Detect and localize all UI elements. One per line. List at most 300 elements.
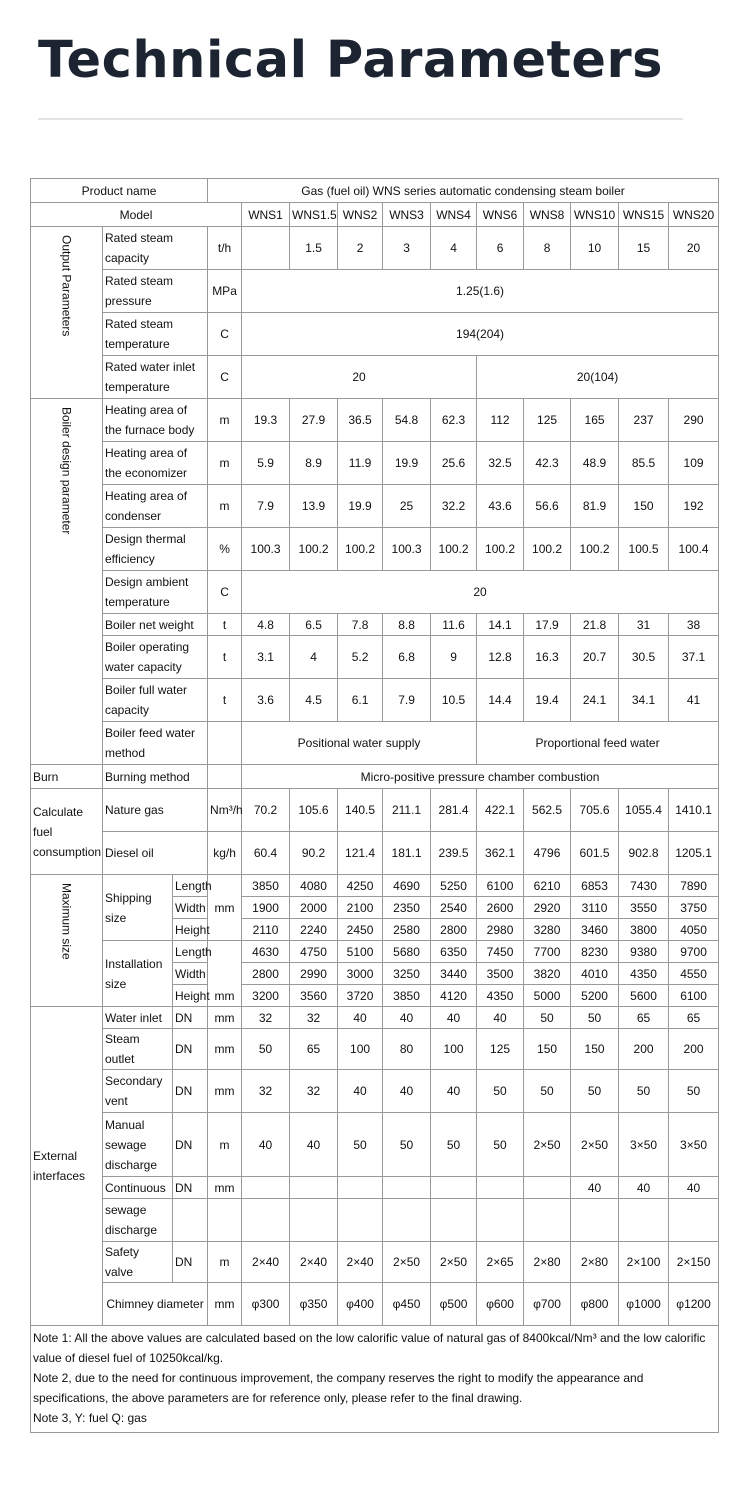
value-cell: 109: [669, 442, 719, 485]
table-row: [31, 485, 719, 528]
note-3: Note 3, Y: fuel Q: gas: [33, 1411, 147, 1425]
value-cell: 7700: [524, 941, 571, 963]
value-cell: 100.2: [571, 528, 619, 571]
value-cell: 3800: [619, 919, 669, 941]
value-cell: 3550: [619, 897, 669, 919]
value-cell: 4: [290, 636, 338, 679]
value-cell: [619, 1199, 669, 1242]
dimension-label: Height: [173, 985, 208, 1007]
param-label: Nature gas: [103, 789, 208, 832]
value-cell: 601.5: [571, 832, 619, 875]
value-cell: 27.9: [290, 399, 338, 442]
value-cell: 2580: [383, 919, 431, 941]
section-output-parameters-text: Output Parameters: [59, 235, 74, 337]
value-cell: φ700: [524, 1283, 571, 1326]
value-cell: 181.1: [383, 832, 431, 875]
table-row: [31, 227, 719, 270]
table-row: [31, 399, 719, 442]
param-label: Design thermal efficiency: [103, 528, 208, 571]
value-cell: 100.2: [431, 528, 477, 571]
dimension-label: Width: [173, 963, 208, 985]
param-label: Safety valve: [103, 1242, 173, 1283]
value-cell: 3: [383, 227, 431, 270]
value-cell: 105.6: [290, 789, 338, 832]
unit-cell: mm: [208, 1177, 242, 1199]
note-2: Note 2, due to the need for continuous improvement, the company reserves the right to modify the appearance and specifications, the above parameters are for reference only, please refer to the final drawing.: [33, 1371, 644, 1405]
value-cell: [571, 1199, 619, 1242]
value-cell: 4120: [431, 985, 477, 1007]
table-row: [31, 789, 719, 832]
value-cell: 65: [290, 1029, 338, 1070]
value-cell: 100: [431, 1029, 477, 1070]
value-cell: 100.2: [290, 528, 338, 571]
value-cell: 50: [383, 1113, 431, 1177]
table-row: [31, 203, 719, 227]
dimension-label: Width: [173, 897, 208, 919]
dimension-label: Length: [173, 875, 208, 897]
value-cell: 65: [619, 1007, 669, 1029]
value-cell: 194(204): [242, 313, 719, 356]
value-cell: 4750: [290, 941, 338, 963]
value-cell: 2×40: [242, 1242, 290, 1283]
value-cell: 40: [338, 1007, 383, 1029]
page-title: Technical Parameters: [38, 31, 664, 90]
value-cell: 200: [669, 1029, 719, 1070]
table-row: [31, 571, 719, 614]
value-cell: 20: [242, 571, 719, 614]
value-cell: 54.8: [383, 399, 431, 442]
param-label: Manual sewage discharge: [103, 1113, 173, 1177]
value-cell: 140.5: [338, 789, 383, 832]
unit-cell: [208, 765, 242, 789]
value-cell: 2980: [477, 919, 524, 941]
value-cell: 3000: [338, 963, 383, 985]
dimension-label: Length: [173, 941, 208, 963]
value-cell: 362.1: [477, 832, 524, 875]
value-cell: [242, 1199, 290, 1242]
value-cell: 165: [571, 399, 619, 442]
param-label: Steam outlet: [103, 1029, 173, 1070]
value-cell: 11.6: [431, 614, 477, 636]
shipping-size-label: Shipping size: [103, 875, 173, 941]
value-cell: 100.4: [669, 528, 719, 571]
value-cell: 2: [338, 227, 383, 270]
unit-cell: m: [208, 1113, 242, 1177]
notes-cell: [31, 1326, 719, 1433]
value-cell: 2×65: [477, 1242, 524, 1283]
value-cell: 14.4: [477, 679, 524, 722]
table-row: [31, 636, 719, 679]
value-cell: 6100: [669, 985, 719, 1007]
installation-size-label: Installation size: [103, 941, 173, 1007]
spec-cell: DN: [173, 1029, 208, 1070]
value-cell: 7890: [669, 875, 719, 897]
value-cell: 40: [431, 1070, 477, 1113]
value-cell: 80: [383, 1029, 431, 1070]
value-cell: 2540: [431, 897, 477, 919]
value-cell: 5600: [619, 985, 669, 1007]
value-cell: 2800: [431, 919, 477, 941]
value-cell: 125: [524, 399, 571, 442]
value-cell: 10: [571, 227, 619, 270]
value-cell: 14.1: [477, 614, 524, 636]
value-cell: 6853: [571, 875, 619, 897]
value-cell: 290: [669, 399, 719, 442]
value-cell: 2600: [477, 897, 524, 919]
value-cell: 4350: [619, 963, 669, 985]
model-header-wns15: WNS15: [619, 203, 669, 227]
unit-cell: [208, 722, 242, 765]
value-cell: 7430: [619, 875, 669, 897]
value-cell: 40: [242, 1113, 290, 1177]
value-cell: 2×50: [524, 1113, 571, 1177]
param-label: Heating area of the economizer: [103, 442, 208, 485]
value-cell: 10.5: [431, 679, 477, 722]
param-label: Heating area of the furnace body: [103, 399, 208, 442]
value-cell: 50: [477, 1070, 524, 1113]
value-cell: 9700: [669, 941, 719, 963]
value-cell: 1410.1: [669, 789, 719, 832]
value-cell: 5.2: [338, 636, 383, 679]
value-cell: 7.9: [242, 485, 290, 528]
value-cell: 4010: [571, 963, 619, 985]
value-cell: Micro-positive pressure chamber combustion: [242, 765, 719, 789]
value-cell: [431, 1199, 477, 1242]
value-cell: 50: [619, 1070, 669, 1113]
value-cell: 100.2: [477, 528, 524, 571]
model-header-wns1: WNS1: [242, 203, 290, 227]
value-cell: 32.5: [477, 442, 524, 485]
model-header-wns8: WNS8: [524, 203, 571, 227]
unit-cell: m: [208, 399, 242, 442]
value-cell: 200: [619, 1029, 669, 1070]
value-cell: 4050: [669, 919, 719, 941]
title-divider: [38, 118, 683, 120]
unit-cell: %: [208, 528, 242, 571]
spec-cell: DN: [173, 1070, 208, 1113]
value-cell: 50: [571, 1007, 619, 1029]
value-cell: 21.8: [571, 614, 619, 636]
value-cell: [431, 1177, 477, 1199]
product-name-value: Gas (fuel oil) WNS series automatic condensing steam boiler: [208, 179, 719, 203]
unit-cell: C: [208, 571, 242, 614]
unit-cell: mm: [208, 1029, 242, 1070]
value-cell: 3250: [383, 963, 431, 985]
value-cell: 50: [431, 1113, 477, 1177]
value-cell: 24.1: [571, 679, 619, 722]
table-row: [31, 1070, 719, 1113]
value-cell: 3500: [477, 963, 524, 985]
value-cell: 8: [524, 227, 571, 270]
value-cell: 112: [477, 399, 524, 442]
table-row: [31, 1242, 719, 1283]
value-cell: φ500: [431, 1283, 477, 1326]
value-cell: 4.5: [290, 679, 338, 722]
value-cell: φ1000: [619, 1283, 669, 1326]
unit-cell: [208, 1199, 242, 1242]
value-cell: 4690: [383, 875, 431, 897]
table-row: [31, 1029, 719, 1070]
value-cell: φ350: [290, 1283, 338, 1326]
table-row: [31, 270, 719, 313]
table-row: [31, 1177, 719, 1199]
value-cell: [669, 1199, 719, 1242]
value-cell: Proportional feed water: [477, 722, 719, 765]
value-cell: 6.8: [383, 636, 431, 679]
value-cell: 3720: [338, 985, 383, 1007]
value-cell: 2×40: [290, 1242, 338, 1283]
value-cell: 40: [383, 1070, 431, 1113]
value-cell: 211.1: [383, 789, 431, 832]
unit-cell: t: [208, 679, 242, 722]
value-cell: 19.9: [338, 485, 383, 528]
value-cell: 100: [338, 1029, 383, 1070]
value-cell: 3×50: [669, 1113, 719, 1177]
param-label: Rated steam temperature: [103, 313, 208, 356]
unit-cell: m: [208, 442, 242, 485]
table-row: [31, 765, 719, 789]
value-cell: 2×80: [571, 1242, 619, 1283]
table-row: [31, 179, 719, 203]
value-cell: 2990: [290, 963, 338, 985]
value-cell: 5250: [431, 875, 477, 897]
value-cell: 42.3: [524, 442, 571, 485]
technical-parameters-table: [30, 178, 719, 1433]
value-cell: 4630: [242, 941, 290, 963]
table-row: [31, 614, 719, 636]
value-cell: [383, 1177, 431, 1199]
value-cell: 422.1: [477, 789, 524, 832]
value-cell: [242, 227, 290, 270]
section-fuel-consumption: Calculate fuel consumption: [31, 789, 103, 875]
value-cell: [477, 1199, 524, 1242]
model-header-wns1-5: WNS1.5: [290, 203, 338, 227]
value-cell: 281.4: [431, 789, 477, 832]
value-cell: 2×80: [524, 1242, 571, 1283]
value-cell: 902.8: [619, 832, 669, 875]
param-label: Boiler net weight: [103, 614, 208, 636]
value-cell: 121.4: [338, 832, 383, 875]
value-cell: 705.6: [571, 789, 619, 832]
table-body: [31, 179, 719, 1433]
value-cell: 8230: [571, 941, 619, 963]
value-cell: 4250: [338, 875, 383, 897]
value-cell: 56.6: [524, 485, 571, 528]
value-cell: 3850: [383, 985, 431, 1007]
value-cell: 4550: [669, 963, 719, 985]
value-cell: 41: [669, 679, 719, 722]
value-cell: 150: [524, 1029, 571, 1070]
value-cell: 3280: [524, 919, 571, 941]
value-cell: 19.9: [383, 442, 431, 485]
model-header-wns20: WNS20: [669, 203, 719, 227]
value-cell: 7.9: [383, 679, 431, 722]
value-cell: 43.6: [477, 485, 524, 528]
value-cell: [383, 1199, 431, 1242]
dimension-label: Height: [173, 919, 208, 941]
value-cell: 13.9: [290, 485, 338, 528]
value-cell: 40: [431, 1007, 477, 1029]
value-cell: 2×50: [383, 1242, 431, 1283]
value-cell: 16.3: [524, 636, 571, 679]
value-cell: 32: [242, 1070, 290, 1113]
table-row: [31, 1283, 719, 1326]
value-cell: 237: [619, 399, 669, 442]
table-row: [31, 941, 719, 963]
unit-cell: mm: [208, 1070, 242, 1113]
value-cell: [524, 1177, 571, 1199]
value-cell: 1.25(1.6): [242, 270, 719, 313]
section-maximum-size-text: Maximum size: [59, 883, 74, 960]
table-row: [31, 1199, 719, 1242]
value-cell: 1055.4: [619, 789, 669, 832]
value-cell: 85.5: [619, 442, 669, 485]
value-cell: 150: [619, 485, 669, 528]
unit-cell: C: [208, 356, 242, 399]
value-cell: 3820: [524, 963, 571, 985]
table-row: [31, 722, 719, 765]
unit-cell: m: [208, 1242, 242, 1283]
value-cell: [477, 1177, 524, 1199]
spec-cell: [173, 1199, 208, 1242]
value-cell: 40: [669, 1177, 719, 1199]
param-label: Heating area of condenser: [103, 485, 208, 528]
value-cell: 81.9: [571, 485, 619, 528]
value-cell: φ450: [383, 1283, 431, 1326]
model-header-wns10: WNS10: [571, 203, 619, 227]
unit-cell: C: [208, 313, 242, 356]
value-cell: 7450: [477, 941, 524, 963]
value-cell: 65: [669, 1007, 719, 1029]
spec-cell: DN: [173, 1242, 208, 1283]
unit-cell: t/h: [208, 227, 242, 270]
value-cell: 50: [477, 1113, 524, 1177]
value-cell: 4080: [290, 875, 338, 897]
model-header-wns6: WNS6: [477, 203, 524, 227]
value-cell: 3750: [669, 897, 719, 919]
model-label: Model: [31, 203, 242, 227]
value-cell: 192: [669, 485, 719, 528]
value-cell: 2100: [338, 897, 383, 919]
section-boiler-design-parameter-text: Boiler design parameter: [59, 407, 74, 535]
value-cell: 20: [669, 227, 719, 270]
value-cell: 25: [383, 485, 431, 528]
value-cell: 2920: [524, 897, 571, 919]
value-cell: 5000: [524, 985, 571, 1007]
value-cell: 70.2: [242, 789, 290, 832]
value-cell: 6350: [431, 941, 477, 963]
value-cell: 32.2: [431, 485, 477, 528]
param-label: Rated water inlet temperature: [103, 356, 208, 399]
value-cell: 6: [477, 227, 524, 270]
value-cell: 7.8: [338, 614, 383, 636]
value-cell: 3440: [431, 963, 477, 985]
value-cell: 40: [383, 1007, 431, 1029]
value-cell: 40: [571, 1177, 619, 1199]
value-cell: 150: [571, 1029, 619, 1070]
value-cell: φ400: [338, 1283, 383, 1326]
param-label: Chimney diameter: [103, 1283, 208, 1326]
value-cell: 4350: [477, 985, 524, 1007]
unit-cell: mm: [208, 875, 242, 941]
section-output-parameters: [31, 227, 103, 399]
value-cell: 3850: [242, 875, 290, 897]
value-cell: 31: [619, 614, 669, 636]
value-cell: 2×50: [571, 1113, 619, 1177]
value-cell: 3110: [571, 897, 619, 919]
value-cell: 2×150: [669, 1242, 719, 1283]
value-cell: φ300: [242, 1283, 290, 1326]
value-cell: 60.4: [242, 832, 290, 875]
value-cell: 2×100: [619, 1242, 669, 1283]
param-label: Diesel oil: [103, 832, 208, 875]
value-cell: 20: [242, 356, 477, 399]
note-1: Note 1: All the above values are calculated based on the low calorific value of natural gas of 8400kcal/Nm³ and the low calorific value of diesel fuel of 10250kcal/kg.: [33, 1331, 706, 1365]
value-cell: 48.9: [571, 442, 619, 485]
param-label: Boiler operating water capacity: [103, 636, 208, 679]
section-burn: Burn: [31, 765, 103, 789]
value-cell: [290, 1177, 338, 1199]
value-cell: 5680: [383, 941, 431, 963]
value-cell: 20(104): [477, 356, 719, 399]
value-cell: 40: [338, 1070, 383, 1113]
value-cell: 5.9: [242, 442, 290, 485]
value-cell: 34.1: [619, 679, 669, 722]
value-cell: 239.5: [431, 832, 477, 875]
value-cell: 5200: [571, 985, 619, 1007]
value-cell: 1900: [242, 897, 290, 919]
table-row: [31, 1007, 719, 1029]
param-label: Rated steam capacity: [103, 227, 208, 270]
value-cell: 50: [524, 1007, 571, 1029]
table-row: [31, 1113, 719, 1177]
value-cell: [290, 1199, 338, 1242]
value-cell: 12.8: [477, 636, 524, 679]
value-cell: φ800: [571, 1283, 619, 1326]
value-cell: [524, 1199, 571, 1242]
value-cell: 32: [290, 1070, 338, 1113]
value-cell: 3.1: [242, 636, 290, 679]
value-cell: 32: [242, 1007, 290, 1029]
param-label: Rated steam pressure: [103, 270, 208, 313]
unit-cell: m: [208, 485, 242, 528]
value-cell: 40: [290, 1113, 338, 1177]
unit-cell: t: [208, 614, 242, 636]
value-cell: 562.5: [524, 789, 571, 832]
value-cell: 6100: [477, 875, 524, 897]
value-cell: 2240: [290, 919, 338, 941]
param-label: Burning method: [103, 765, 208, 789]
value-cell: 6.5: [290, 614, 338, 636]
value-cell: 50: [338, 1113, 383, 1177]
table-row: [31, 528, 719, 571]
value-cell: 40: [619, 1177, 669, 1199]
value-cell: 2350: [383, 897, 431, 919]
param-label: Water inlet: [103, 1007, 173, 1029]
value-cell: 19.4: [524, 679, 571, 722]
spec-cell: DN: [173, 1113, 208, 1177]
table-row: [31, 1326, 719, 1433]
value-cell: 9380: [619, 941, 669, 963]
value-cell: 100.2: [524, 528, 571, 571]
value-cell: 37.1: [669, 636, 719, 679]
value-cell: φ600: [477, 1283, 524, 1326]
value-cell: 5100: [338, 941, 383, 963]
section-external-interfaces: External interfaces: [31, 1007, 103, 1326]
spec-cell: DN: [173, 1177, 208, 1199]
unit-cell: mm: [208, 1007, 242, 1029]
value-cell: [242, 1177, 290, 1199]
